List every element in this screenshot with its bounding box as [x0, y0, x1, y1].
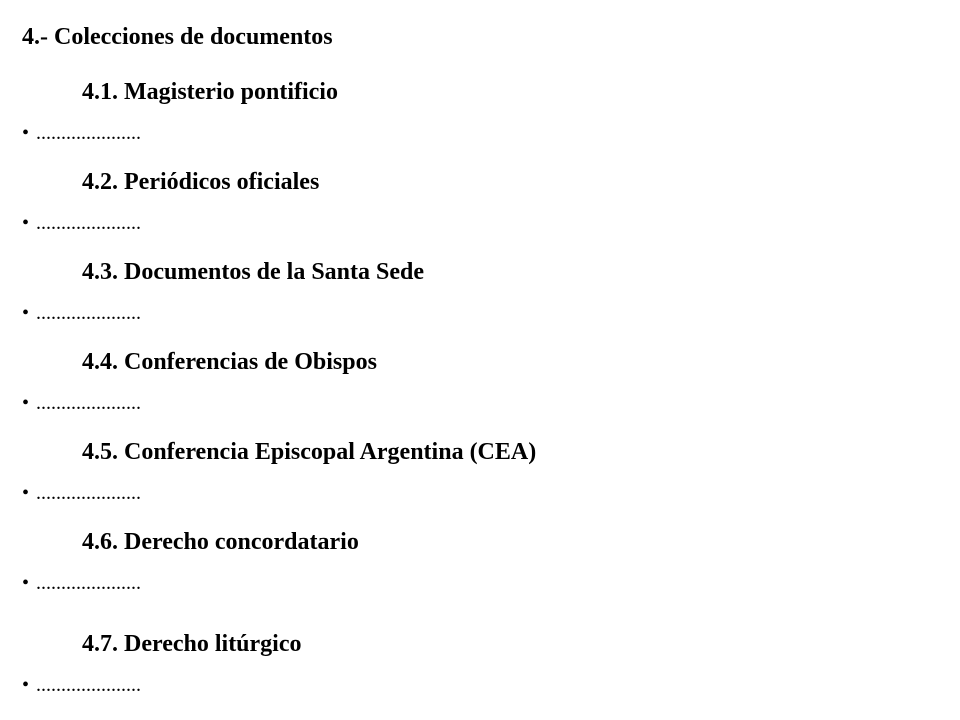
placeholder-dots: ..................... [36, 122, 141, 144]
section-title: 4.2. Periódicos oficiales [82, 169, 320, 195]
page-title: 4.- Colecciones de documentos [22, 24, 333, 50]
bullet-icon: • [22, 392, 30, 414]
bullet-item [22, 391, 141, 415]
bullet-item [22, 121, 141, 145]
placeholder-dots: ..................... [36, 212, 141, 234]
bullet-icon: • [22, 572, 30, 594]
section-title: 4.4. Conferencias de Obispos [82, 349, 377, 375]
bullet-icon: • [22, 302, 30, 324]
section-title: 4.3. Documentos de la Santa Sede [82, 259, 425, 285]
bullet-icon: • [22, 674, 30, 696]
placeholder-dots: ..................... [36, 302, 141, 324]
placeholder-dots: ..................... [36, 674, 141, 696]
section-title: 4.7. Derecho litúrgico [82, 631, 302, 657]
bullet-icon: • [22, 212, 30, 234]
placeholder-dots: ..................... [36, 572, 141, 594]
section-title: 4.6. Derecho concordatario [82, 529, 359, 555]
section-title: 4.1. Magisterio pontificio [82, 79, 338, 105]
section-title: 4.5. Conferencia Episcopal Argentina (CEA) [82, 439, 537, 465]
bullet-item [22, 301, 141, 325]
placeholder-dots: ..................... [36, 482, 141, 504]
bullet-item [22, 673, 141, 697]
bullet-icon: • [22, 122, 30, 144]
placeholder-dots: ..................... [36, 392, 141, 414]
bullet-item [22, 481, 141, 505]
bullet-item [22, 211, 141, 235]
bullet-icon: • [22, 482, 30, 504]
bullet-item [22, 571, 141, 595]
